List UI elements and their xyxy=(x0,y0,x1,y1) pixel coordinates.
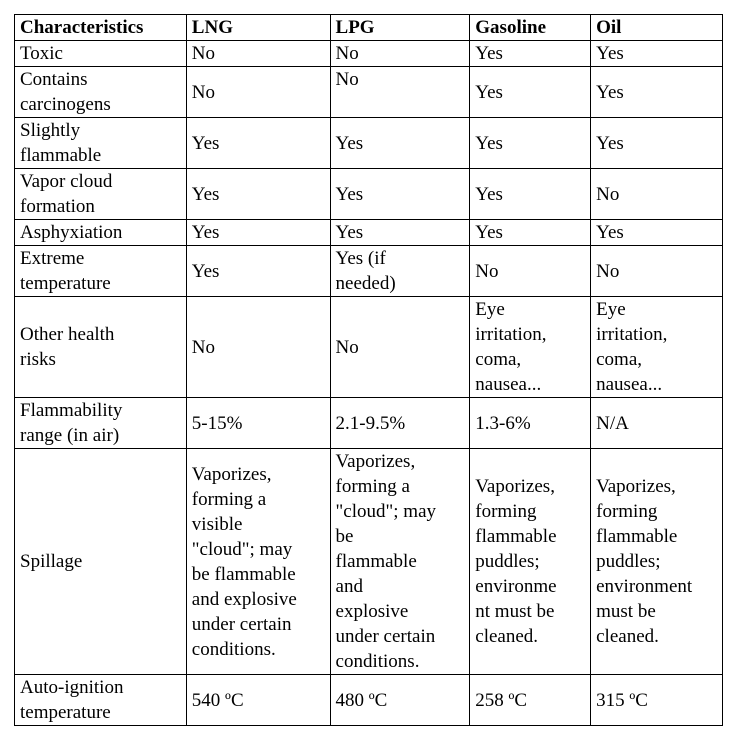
cell-gasoline: Yes xyxy=(470,220,591,246)
cell-lng: Yes xyxy=(186,118,330,169)
cell-oil: Yes xyxy=(591,41,723,67)
cell-lpg: 2.1-9.5% xyxy=(330,398,470,449)
cell-lpg: Yes xyxy=(330,118,470,169)
row-label: Slightly flammable xyxy=(15,118,187,169)
row-label: Other health risks xyxy=(15,297,187,398)
row-label: Toxic xyxy=(15,41,187,67)
row-label: Flammability range (in air) xyxy=(15,398,187,449)
cell-oil: Eye irritation, coma, nausea... xyxy=(591,297,723,398)
row-label: Asphyxiation xyxy=(15,220,187,246)
cell-gasoline: Yes xyxy=(470,41,591,67)
table-row xyxy=(15,67,723,118)
cell-oil: 315 ºC xyxy=(591,675,723,726)
cell-gasoline: Yes xyxy=(470,67,591,118)
cell-lng: No xyxy=(186,41,330,67)
cell-lng: No xyxy=(186,67,330,118)
cell-gasoline: 258 ºC xyxy=(470,675,591,726)
table-row xyxy=(15,675,723,726)
table-row xyxy=(15,297,723,398)
cell-gasoline: No xyxy=(470,246,591,297)
cell-lng: Vaporizes, forming a visible "cloud"; may be flammable and explosive under certain conditions. xyxy=(186,449,330,675)
cell-gasoline: 1.3-6% xyxy=(470,398,591,449)
table-row xyxy=(15,398,723,449)
cell-lpg: No xyxy=(330,67,470,118)
header-oil: Oil xyxy=(591,15,723,41)
cell-lpg: Yes (if needed) xyxy=(330,246,470,297)
cell-lpg: Yes xyxy=(330,220,470,246)
cell-gasoline: Yes xyxy=(470,118,591,169)
cell-oil: No xyxy=(591,246,723,297)
row-label: Extreme temperature xyxy=(15,246,187,297)
cell-lng: No xyxy=(186,297,330,398)
cell-lng: Yes xyxy=(186,220,330,246)
cell-lng: Yes xyxy=(186,246,330,297)
cell-lpg: Yes xyxy=(330,169,470,220)
cell-gasoline: Eye irritation, coma, nausea... xyxy=(470,297,591,398)
table-row xyxy=(15,220,723,246)
cell-gasoline: Yes xyxy=(470,169,591,220)
table-row xyxy=(15,449,723,675)
cell-lpg: No xyxy=(330,297,470,398)
header-row xyxy=(15,15,723,41)
header-gasoline: Gasoline xyxy=(470,15,591,41)
header-characteristics: Characteristics xyxy=(15,15,187,41)
table-row xyxy=(15,169,723,220)
cell-lng: 5-15% xyxy=(186,398,330,449)
cell-oil: Yes xyxy=(591,118,723,169)
characteristics-table xyxy=(14,14,723,726)
row-label: Auto-ignition temperature xyxy=(15,675,187,726)
table-row xyxy=(15,41,723,67)
cell-lpg: 480 ºC xyxy=(330,675,470,726)
cell-oil: No xyxy=(591,169,723,220)
table-row xyxy=(15,118,723,169)
cell-lng: 540 ºC xyxy=(186,675,330,726)
cell-lpg: No xyxy=(330,41,470,67)
header-lpg: LPG xyxy=(330,15,470,41)
row-label: Contains carcinogens xyxy=(15,67,187,118)
cell-oil: Yes xyxy=(591,220,723,246)
cell-lng: Yes xyxy=(186,169,330,220)
cell-oil: N/A xyxy=(591,398,723,449)
cell-lpg: Vaporizes, forming a "cloud"; may be flammable and explosive under certain conditions. xyxy=(330,449,470,675)
table-row xyxy=(15,246,723,297)
header-lng: LNG xyxy=(186,15,330,41)
cell-oil: Yes xyxy=(591,67,723,118)
row-label: Spillage xyxy=(15,449,187,675)
row-label: Vapor cloud formation xyxy=(15,169,187,220)
cell-gasoline: Vaporizes, forming flammable puddles; environme nt must be cleaned. xyxy=(470,449,591,675)
cell-oil: Vaporizes, forming flammable puddles; environment must be cleaned. xyxy=(591,449,723,675)
